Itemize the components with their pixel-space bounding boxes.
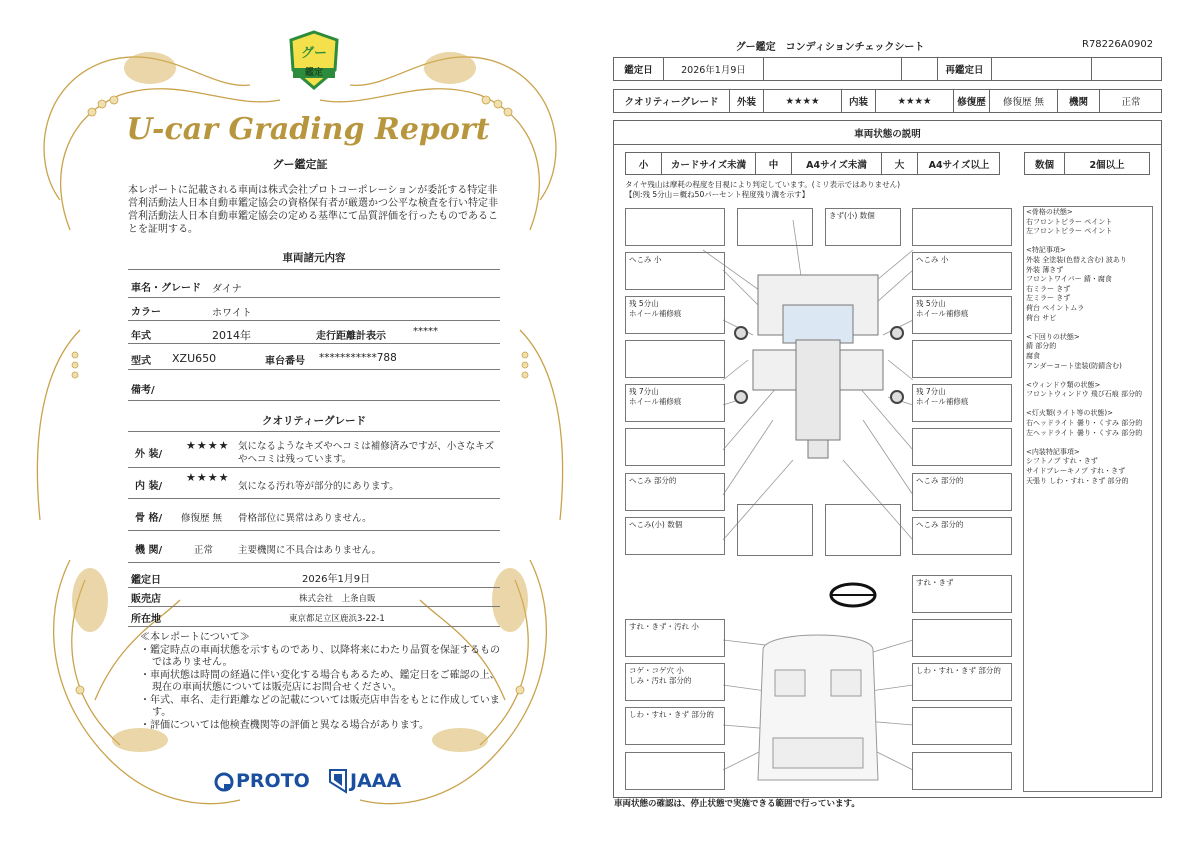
engine-note: 主要機関に不具合はありません。 [238, 545, 382, 556]
damage-box-tire-rl: 残 7分山 ホイール補修痕 [625, 384, 725, 422]
date-blank [902, 58, 938, 80]
tire-note: タイヤ残山は摩耗の程度を目視により判定しています。(ミリ表示ではありません) [625, 180, 901, 189]
condition-note-line: 左ミラー きず [1026, 294, 1071, 303]
size-medium-desc: A4サイズ未満 [792, 153, 882, 174]
color-label: カラー [131, 307, 161, 318]
report-notes [140, 632, 500, 732]
divider [128, 320, 500, 321]
condition-note-line [1026, 438, 1154, 448]
exterior-stars: ★★★★ [186, 439, 230, 452]
divider [128, 400, 500, 401]
damage-box-interior-rear: しわ・すれ・きず 部分的 [625, 707, 725, 745]
jaaa-logo-icon [328, 768, 348, 798]
condition-note-line [1026, 371, 1154, 381]
mileage-label: 走行距離計表示 [316, 331, 386, 342]
damage-box-tire-fr: 残 5分山 ホイール補修痕 [912, 296, 1012, 334]
condition-note-line: 外装 全塗装(色替え含む) 波あり [1026, 255, 1127, 264]
chassis-value: ***********788 [319, 352, 397, 364]
damage-box [912, 208, 1012, 246]
divider [128, 343, 500, 344]
rear-right-wheel-icon [890, 390, 904, 404]
damage-box [912, 340, 1012, 378]
front-left-wheel-icon [734, 326, 748, 340]
exterior-label: 外装 [730, 90, 764, 112]
interior-label: 内装 [842, 90, 876, 112]
damage-box [912, 752, 1012, 790]
grade-row [613, 89, 1162, 113]
condition-note-line: 左ヘッドライト 曇り・くすみ 部分的 [1026, 428, 1143, 437]
certificate-title: グー鑑定証 [272, 158, 328, 171]
mileage-value: ***** [413, 326, 438, 337]
proto-logo-icon [214, 772, 234, 796]
model-label: 型式 [131, 356, 151, 367]
size-small-desc: カードサイズ未満 [662, 153, 756, 174]
date-row [613, 57, 1162, 81]
damage-box-tire-fl: 残 5分山 ホイール補修痕 [625, 296, 725, 334]
frame-value: 修復歴 無 [181, 513, 223, 524]
address-label: 所在地 [131, 614, 161, 625]
repair-history-value: 修復歴 無 [990, 90, 1058, 112]
condition-note-line: 右フロントピラー ペイント [1026, 217, 1113, 226]
divider [128, 626, 500, 627]
condition-note-line: 腐食 [1026, 351, 1040, 360]
condition-note-line: シフトノブ すれ・きず [1026, 457, 1098, 466]
damage-box [737, 504, 813, 556]
size-medium: 中 [756, 153, 792, 174]
reinspection-label: 再鑑定日 [938, 58, 992, 80]
report-note-item: ・評価については他検査機関等の評価と異なる場合があります。 [140, 719, 429, 731]
engine-label: 機関 [1058, 90, 1100, 112]
divider [128, 431, 500, 432]
condition-note-line: サイドブレーキノブ すれ・きず [1026, 467, 1126, 476]
condition-note-line: フロントワイパー 錆・腐食 [1026, 275, 1112, 284]
color-value: ホワイト [212, 308, 252, 319]
jaaa-logo-text: JAAA [350, 770, 402, 792]
dealer-label: 販売店 [131, 594, 161, 605]
size-large: 大 [882, 153, 918, 174]
damage-box-front-right: へこみ 小 [912, 252, 1012, 290]
damage-box [625, 340, 725, 378]
report-notes-title: ≪本レポートについて≫ [140, 632, 250, 643]
condition-note-line: 右ヘッドライト 曇り・くすみ 部分的 [1026, 419, 1143, 428]
exterior-stars: ★★★★ [764, 90, 842, 112]
condition-note-line: <内装特記事項> [1026, 447, 1080, 456]
script-title [126, 103, 490, 153]
report-note-item: ・鑑定時点の車両状態を示すものであり、以降将来にわたり品質を保証するものではありません。 [140, 644, 500, 668]
condition-note-line: フロントウィンドウ 飛び石痕 部分的 [1026, 390, 1143, 399]
tire-example: 【例:残 5分山＝概ね50パーセント程度残り溝を示す】 [625, 190, 810, 199]
car-name-value: ダイナ [212, 284, 242, 295]
interior-stars: ★★★★ [186, 471, 230, 484]
sheet-title: グー鑑定 コンディションチェックシート [735, 42, 925, 53]
engine-label: 機 関/ [135, 545, 163, 556]
divider [128, 467, 500, 468]
svg-text:U-car Grading Report: U-car Grading Report [126, 112, 490, 147]
damage-box-rear-right: へこみ 部分的 [912, 473, 1012, 511]
interior-stars: ★★★★ [876, 90, 954, 112]
condition-note-line: アンダーコート塗装(防錆含む) [1026, 361, 1122, 370]
inspection-date-label: 鑑定日 [131, 575, 161, 586]
model-value: XZU650 [172, 352, 217, 365]
condition-note-line: 荷台 ペイントムラ [1026, 303, 1085, 312]
date-value: 2026年1月9日 [664, 58, 764, 80]
report-note-item: ・年式、車名、走行距離などの記載については販売店申告をもとに作成しています。 [140, 694, 500, 718]
condition-note-line [1026, 237, 1154, 247]
count-legend [1024, 152, 1150, 175]
interior-label: 内 装/ [135, 481, 163, 492]
emblem-top-text: グー [300, 46, 327, 61]
remarks-label: 備考/ [131, 385, 155, 396]
condition-note-line: 錆 部分的 [1026, 342, 1057, 351]
reinspection-value [992, 58, 1092, 80]
damage-box-tire-rr: 残 7分山 ホイール補修痕 [912, 384, 1012, 422]
exterior-label: 外 装/ [135, 449, 163, 460]
date-blank [1092, 58, 1162, 80]
repair-history-label: 修復歴 [954, 90, 990, 112]
damage-box [912, 707, 1012, 745]
address-value: 東京都足立区鹿浜3-22-1 [289, 614, 385, 624]
date-blank [764, 58, 902, 80]
condition-heading: 車両状態の説明 [614, 121, 1161, 145]
engine-value: 正常 [194, 545, 214, 556]
divider [128, 530, 500, 531]
condition-note-line: 左フロントピラー ペイント [1026, 227, 1113, 236]
divider [128, 587, 500, 588]
chassis-label: 車台番号 [265, 356, 305, 367]
divider [128, 269, 500, 270]
divider [128, 606, 500, 607]
grade-label: クオリティーグレード [614, 90, 730, 112]
damage-box-front-left: へこみ 小 [625, 252, 725, 290]
car-name-label: 車名・グレード [131, 283, 201, 294]
damage-box-right-bed: へこみ 部分的 [912, 517, 1012, 555]
year-value: 2014年 [212, 329, 251, 342]
divider [128, 297, 500, 298]
damage-box [825, 504, 901, 556]
damage-box [625, 428, 725, 466]
dealer-value: 株式会社 上条自販 [299, 594, 376, 604]
damage-box-interior-seat: コゲ・コゲ穴 小 しみ・汚れ 部分的 [625, 663, 725, 701]
condition-note-line: 右ミラー きず [1026, 284, 1071, 293]
damage-box-left-bed: へこみ(小) 数個 [625, 517, 725, 555]
damage-box-interior-right: しわ・すれ・きず 部分的 [912, 663, 1012, 701]
damage-box [625, 752, 725, 790]
condition-notes [1026, 208, 1154, 486]
inspection-date-value: 2026年1月9日 [302, 574, 371, 585]
certificate-text: 本レポートに記載される車両は株式会社プロトコーポレーションが委託する特定非営利活動法人日本自動車鑑定協会の資格保有者が厳選かつ公平な検査を行い特定非営利活動法人日本自動車鑑定協会の定める基準にて品質評価を行ったものであることを証明する。 [128, 185, 498, 235]
damage-box [737, 208, 813, 246]
damage-box [912, 619, 1012, 657]
size-large-desc: A4サイズ以上 [928, 159, 990, 171]
year-label: 年式 [131, 331, 151, 342]
count-desc: 2個以上 [1089, 159, 1125, 171]
size-legend [625, 152, 1000, 175]
goo-emblem [287, 30, 341, 92]
specs-heading: 車両諸元内容 [282, 252, 346, 264]
damage-box-rear-left: へこみ 部分的 [625, 473, 725, 511]
damage-box-hood: きず(小) 数個 [825, 208, 901, 246]
engine-value: 正常 [1121, 97, 1141, 108]
count-label: 数個 [1025, 153, 1065, 174]
front-right-wheel-icon [890, 326, 904, 340]
date-label: 鑑定日 [614, 58, 664, 80]
sheet-code: R78226A0902 [1082, 39, 1154, 50]
condition-note-line: <ウィンドウ類の状態> [1026, 380, 1101, 389]
emblem-bottom-text: 鑑定 [304, 68, 323, 78]
damage-box [625, 208, 725, 246]
condition-note-line: <下回りの状態> [1026, 332, 1080, 341]
divider [128, 498, 500, 499]
condition-note-line: <灯火類(ライト等の状態)> [1026, 409, 1113, 418]
frame-note: 骨格部位に異常はありません。 [238, 513, 372, 524]
condition-note-line: 外装 薄きず [1026, 265, 1064, 274]
condition-note-line: <骨格の状態> [1026, 208, 1073, 216]
damage-box [912, 428, 1012, 466]
frame-label: 骨 格/ [135, 513, 163, 524]
size-small: 小 [626, 153, 662, 174]
damage-box-steering: すれ・きず [912, 575, 1012, 613]
condition-note-line [1026, 323, 1154, 333]
damage-box-interior-front: すれ・きず・汚れ 小 [625, 619, 725, 657]
proto-logo-text: PROTO [236, 770, 310, 792]
condition-note-line: 荷台 サビ [1026, 313, 1057, 322]
rear-left-wheel-icon [734, 390, 748, 404]
divider [128, 562, 500, 563]
sheet-footnote: 車両状態の確認は、停止状態で実施できる範囲で行っています。 [614, 799, 860, 809]
condition-note-line: 天張り しわ・すれ・きず 部分的 [1026, 476, 1129, 485]
interior-note: 気になる汚れ等が部分的にあります。 [238, 481, 399, 492]
exterior-note: 気になるようなキズやヘコミは補修済みですが、小さなキズやヘコミは残っています。 [238, 441, 495, 465]
quality-heading: クオリティーグレード [262, 415, 366, 427]
report-note-item: ・車両状態は時間の経過に伴い変化する場合もあるため、鑑定日をご確認の上、現在の車両状態については販売店にお問合せください。 [140, 669, 500, 693]
condition-note-line: <特記事項> [1026, 246, 1066, 255]
divider [128, 369, 500, 370]
